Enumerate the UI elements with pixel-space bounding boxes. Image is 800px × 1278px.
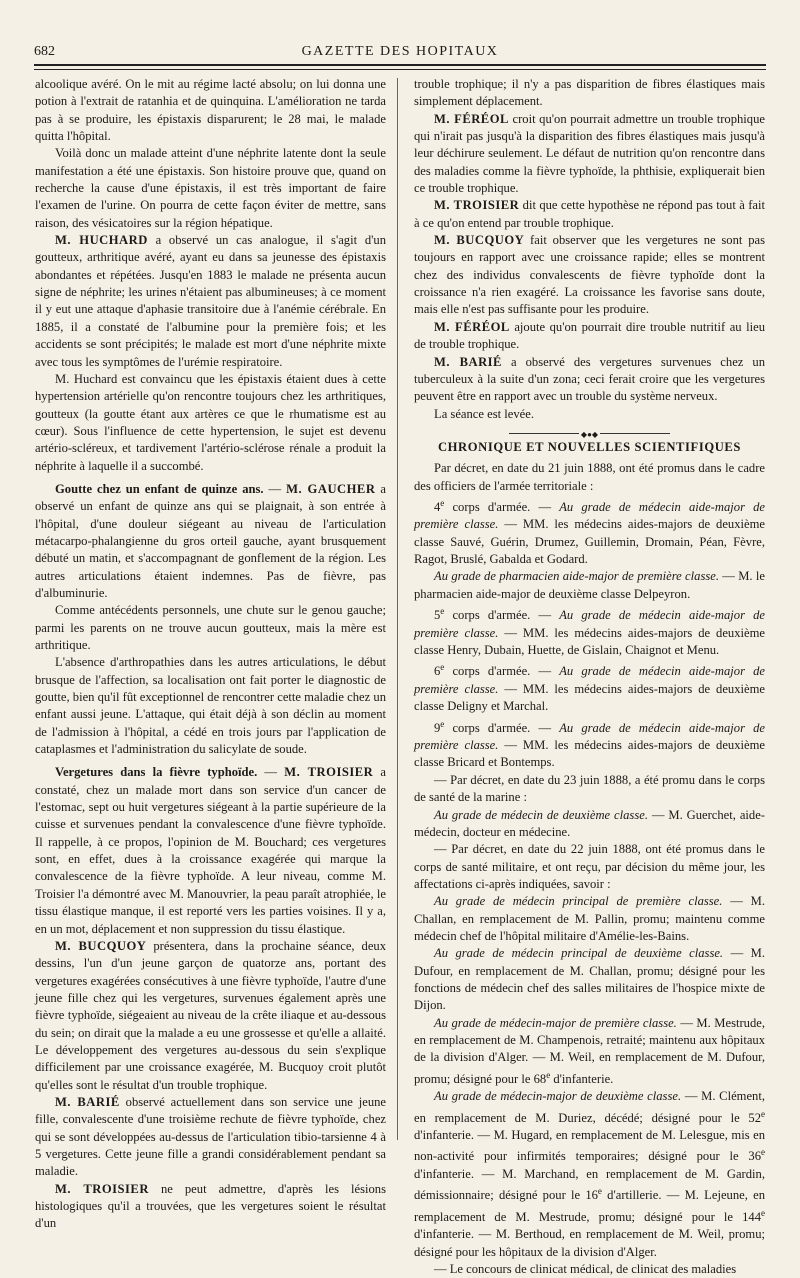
speaker-name: M. TROISIER bbox=[284, 765, 374, 780]
paragraph bbox=[35, 232, 386, 371]
text-run: a observé un enfant de quinze ans qui se plaignait, à son entrée à l'hôpital, d'une douleur siégeant au niveau de l'articulation métacarpo-phalangienne du gros orteil gauche, ayant brusquement débuté un matin, et s'accompagnant de gonflement de la région. Les autres articulations étaient indemnes. Pas de fièvre, pas d'albuminurie. bbox=[35, 481, 386, 600]
speaker-name: M. FÉRÉOL bbox=[434, 111, 509, 126]
text-run: — M. Challan, en remplacement de M. Pallin, promu; maintenu comme médecin chef de l'hôpital militaire d'Amélie-les-Bains. bbox=[414, 894, 765, 943]
paragraph bbox=[35, 602, 386, 654]
text-run: — Par décret, en date du 22 juin 1888, ont été promus dans le corps de santé militaire, et ont reçu, par décision du même jour, les affectations ci-après indiquées, savoir : bbox=[414, 842, 765, 891]
text-run: M. Huchard est convaincu que les épistaxis étaient dues à cette hypertension artérielle qu'on rencontre toujours chez les arthritiques, goutteux (la goutte étant aux artères ce que le rhumatisme est au cœur). Sous l'influence de cette hypertension, le sujet est devenu artério-scléreux, et tardivement l'artério-sclérose rénale a produit la néphrite à laquelle il a succombé. bbox=[35, 371, 386, 473]
text-run: ne peut admettre, d'après les lésions histologiques qu'il a trouvées, que les vergetures soient le résultat d'un bbox=[35, 1181, 386, 1231]
ordinal-suffix: e bbox=[440, 662, 445, 673]
paragraph bbox=[35, 1181, 386, 1233]
ordinal-suffix: e bbox=[761, 1147, 765, 1158]
paragraph bbox=[414, 659, 765, 715]
header-rule-thin bbox=[34, 69, 766, 70]
text-run: 4 bbox=[434, 500, 441, 515]
paragraph bbox=[35, 481, 386, 602]
paragraph bbox=[414, 111, 765, 198]
text-run: — M. Mestrude, en remplacement de M. Champenois, retraité; maintenu aux hôpitaux de la division d'Alger. — M. Weil, en remplacement de M. Dufour, promu; désigné pour le 68 bbox=[414, 1015, 765, 1086]
text-run: trouble trophique; il n'y a pas disparition de fibres élastiques mais simplement déplacement. bbox=[414, 77, 765, 109]
text-run: a observé des vergetures survenues chez un tuberculeux à la suite d'un zona; ceci ferait croire que les vergetures peuvent être en rapport avec un trouble du système nerveux. bbox=[414, 354, 765, 404]
text-run: fait observer que les vergetures ne sont pas toujours en rapport avec une croissance rapide; elles se montrent chez des individus convalescents de fièvre typhoïde dont la croissance n'a rien exagéré. La croissance les favorise sans doute, mais elle n'est pas suffisante pour les produire. bbox=[414, 233, 765, 317]
text-run: corps d'armée. — bbox=[444, 664, 560, 679]
ordinal-suffix: e bbox=[761, 1207, 765, 1218]
paragraph bbox=[414, 232, 765, 319]
paragraph bbox=[414, 354, 765, 406]
text-run: Comme antécédents personnels, une chute sur le genou gauche; parmi les parents on ne trouve aucun goutteux, mais la mère est arthritique. bbox=[35, 603, 386, 652]
text-run: — M. Guerchet, aide-médecin, docteur en médecine. bbox=[414, 807, 765, 839]
section-heading: CHRONIQUE ET NOUVELLES SCIENTIFIQUES bbox=[437, 439, 742, 454]
paragraph bbox=[35, 145, 386, 232]
running-title: GAZETTE DES HOPITAUX bbox=[301, 44, 499, 59]
ordinal-suffix: e bbox=[761, 1108, 765, 1119]
paragraph bbox=[35, 1094, 386, 1181]
text-run: a constaté, chez un malade mort dans son service d'un cancer de l'estomac, sept ou huit vergetures siégeant à la partie supérieure de la cuisse et survenues pendant la convalescence d'une fièvre typhoïde. Il rappelle, à ce propos, l'opinion de M. Bouchard; ces vergetures sont, en effet, dues à la croissance exagérée qui marque la convalescence de la fièvre typhoïde. A leur niveau, comme M. Troisier l'a démontré avec M. Manouvrier, la peau paraît atrophiée, le tissu élastique manque, il est reporté vers les parties voisines. Il y a, en un mot, déplacement et non suppression du tissu élastique. bbox=[35, 765, 386, 936]
text-run: alcoolique avéré. On le mit au régime lacté absolu; on lui donna une potion à l'extrait de ratanhia et de quinquina. L'amélioration ne tarda pas à se produire, les épistaxis disparurent; le 28 mai, le malade quitta l'hôpital. bbox=[35, 77, 386, 144]
italic-text: Au grade de médecin aide-major de première classe. bbox=[414, 500, 765, 532]
text-run: croit qu'on pourrait admettre un trouble trophique qui n'irait pas jusqu'à la disparition des fibres élastiques mais jusqu'à leur déchirure seulement. Le défaut de nutrition qu'on rencontre dans des maladies comme la fièvre typhoïde, la phthisie, expliquerait bien ce trouble trophique. bbox=[414, 111, 765, 196]
text-run: La séance est levée. bbox=[434, 406, 534, 421]
italic-text: Au grade de médecin principal de deuxième classe. bbox=[434, 946, 724, 961]
italic-text: Au grade de médecin aide-major de première classe. bbox=[414, 608, 765, 640]
paragraph bbox=[414, 807, 765, 842]
text-run: d'infanterie. — M. Hugard, en remplacement de M. Lelesgue, mis en non-activité pour infirmités temporaires; désigné pour le 36 bbox=[414, 1128, 765, 1164]
header-rule-thick bbox=[34, 64, 766, 66]
text-run: — MM. les médecins aides-majors de deuxième classe Bricard et Bontemps. bbox=[414, 738, 765, 770]
paragraph bbox=[414, 1015, 765, 1089]
text-run: d'artillerie. — M. Lejeune, en remplacement de M. Mestrude, promu; désigné pour le 144 bbox=[414, 1188, 765, 1224]
left-column bbox=[35, 76, 386, 1233]
ordinal-suffix: e bbox=[597, 1186, 602, 1197]
speaker-name: M. BUCQUOY bbox=[55, 938, 147, 953]
right-column bbox=[414, 76, 765, 1278]
text-run: corps d'armée. — bbox=[444, 720, 560, 735]
italic-text: Au grade de médecin de deuxième classe. bbox=[434, 807, 648, 822]
text-run: 9 bbox=[434, 720, 441, 735]
text-run: présentera, dans la prochaine séance, deux dessins, l'un d'un jeune garçon de quatorze ans, portant des vergetures exagérées consécutives à une fièvre typhoïde, l'autre d'une jeune fille chez qui les vergetures, survenues également après une fièvre typhoïde, siégeaient au niveau de la crête iliaque et au-dessous du sein; on dirait que la malade a eu une grossesse et qu'elle a allaité. Le développement des vergetures au-dessous du sein s'explique difficilement par une croissance exagérée, M. Bucquoy croit plutôt qu'elles sont le résultat d'un trouble trophique. bbox=[35, 938, 386, 1092]
paragraph bbox=[35, 938, 386, 1094]
paragraph bbox=[414, 197, 765, 232]
paragraph bbox=[414, 76, 765, 111]
text-run: corps d'armée. — bbox=[444, 500, 560, 515]
speaker-name: M. FÉRÉOL bbox=[434, 319, 510, 334]
text-run: — M. Clément, en remplacement de M. Duriez, décédé; désigné pour le 52 bbox=[414, 1089, 765, 1125]
paragraph bbox=[414, 460, 765, 495]
italic-text: Au grade de médecin aide-major de première classe. bbox=[414, 664, 765, 696]
paragraph bbox=[35, 764, 386, 937]
italic-text: Au grade de médecin aide-major de première classe. bbox=[414, 720, 765, 753]
text-run: ajoute qu'on pourrait dire trouble nutritif au lieu de trouble trophique. bbox=[414, 319, 765, 352]
text-run: — bbox=[257, 765, 285, 780]
text-run: 5 bbox=[434, 608, 441, 623]
paragraph bbox=[35, 76, 386, 145]
ordinal-suffix: e bbox=[440, 718, 445, 729]
ordinal-suffix: e bbox=[440, 606, 445, 617]
paragraph bbox=[414, 603, 765, 659]
paragraph bbox=[414, 716, 765, 772]
ordinal-suffix: e bbox=[546, 1069, 551, 1080]
text-run: 6 bbox=[434, 664, 441, 679]
italic-text: Au grade de médecin-major de première classe. bbox=[434, 1015, 677, 1030]
text-run: corps d'armée. — bbox=[444, 608, 560, 623]
text-run: d'infanterie. — M. Berthoud, en remplacement de M. Weil, promu; désigné pour les hôpitaux de la division d'Alger. bbox=[414, 1227, 765, 1259]
paragraph bbox=[414, 772, 765, 807]
text-run: observé actuellement dans son service une jeune fille, convalescente d'une troisième rechute de fièvre typhoïde, chez qui se sont développées au-dessus de l'articulation tibio-tarsienne 4 à 5 vergetures. Cette jeune fille a grandi considérablement pendant sa maladie. bbox=[35, 1094, 387, 1179]
paragraph bbox=[414, 945, 765, 1014]
speaker-name: M. HUCHARD bbox=[55, 233, 148, 248]
text-run: Voilà donc un malade atteint d'une néphrite latente dont la seule manifestation a été une épistaxis. Son histoire prouve que, quand on recherche la cause d'une épistaxis, il est très important de faire l'examen de l'urine. On pourra de cette façon éviter de mettre, sans raison, des vésicatoires sur la région hépatique. bbox=[35, 146, 386, 230]
italic-text: Au grade de médecin-major de deuxième classe. bbox=[434, 1089, 682, 1104]
column-divider bbox=[397, 78, 398, 1140]
text-run: d'infanterie. — M. Marchand, en remplacement de M. Gardin, démissionnaire; désigné pour le 16 bbox=[414, 1166, 765, 1203]
paragraph-heading: Vergetures dans la fièvre typhoïde. bbox=[55, 765, 258, 780]
paragraph bbox=[414, 495, 765, 569]
paragraph bbox=[414, 1261, 765, 1278]
page-header bbox=[34, 44, 766, 64]
paragraph bbox=[414, 568, 765, 603]
text-run: — M. Dufour, en remplacement de M. Challan, promu; désigné pour les fonctions de médecin chef des salles militaires de l'hospice mixte de Dijon. bbox=[414, 946, 765, 1013]
text-run: d'infanterie. bbox=[550, 1071, 614, 1086]
italic-text: Au grade de médecin principal de première classe. bbox=[434, 894, 723, 909]
text-run: — Le concours de clinicat médical, de clinicat des maladies bbox=[434, 1262, 737, 1277]
paragraph bbox=[35, 654, 386, 758]
speaker-name: M. TROISIER bbox=[55, 1181, 149, 1196]
text-run: — Par décret, en date du 23 juin 1888, a été promu dans le corps de santé de la marine : bbox=[414, 772, 765, 805]
text-run: dit que cette hypothèse ne répond pas tout à fait à ce qu'on entend par trouble trophique. bbox=[414, 198, 765, 230]
text-run: Par décret, en date du 21 juin 1888, ont été promus dans le cadre des officiers de l'armée territoriale : bbox=[414, 461, 765, 493]
text-run: — MM. les médecins aides-majors de deuxième classe Sauvé, Guérin, Drumez, Guillemin, Dromain, Péan, Fèvre, Ragot, Bruslé, Gabalda et Godard. bbox=[414, 517, 765, 567]
text-run: — MM. les médecins aides-majors de deuxième classe Henry, Dubain, Huette, de Gislain, Chaignot et Menu. bbox=[414, 625, 765, 658]
text-run: — M. le pharmacien aide-major de deuxième classe Delpeyron. bbox=[414, 569, 765, 601]
page-number: 682 bbox=[34, 44, 55, 59]
ordinal-suffix: e bbox=[440, 497, 445, 508]
paragraph bbox=[414, 893, 765, 945]
paragraph bbox=[35, 371, 386, 475]
speaker-name: M. TROISIER bbox=[434, 198, 520, 213]
paragraph bbox=[414, 319, 765, 354]
italic-text: Au grade de pharmacien aide-major de première classe. bbox=[434, 569, 719, 584]
paragraph bbox=[414, 841, 765, 893]
speaker-name: M. GAUCHER bbox=[286, 481, 376, 496]
speaker-name: M. BARIÉ bbox=[55, 1094, 120, 1109]
text-run: a observé un cas analogue, il s'agit d'un goutteux, arthritique avéré, ayant eu dans sa jeunesse des épistaxis abondantes et répétées. Jusqu'en 1883 le malade ne présenta aucun signe de néphrite; les urines n'étaient pas albumineuses; à ce moment il y eut une attaque d'aphasie transitoire due à l'anémie cérébrale. En 1885, il a constaté de l'albumine pour la première fois; et les accidents se sont précipités; le malade est mort d'une néphrite mixte avec tous les symptômes de l'urémie respiratoire. bbox=[35, 233, 386, 369]
text-run: L'absence d'arthropathies dans les autres articulations, le début brusque de l'affection, sa localisation ont fait porter le diagnostic de goutte, bien qu'il fût exceptionnel de rencontrer cette maladie chez un enfant aussi jeune. L'attaque, qui était déjà à son déclin au moment de l'admission à l'hôpital, a cédé en trois jours par l'application de cataplasmes et l'administration du salicylate de soude. bbox=[35, 655, 386, 757]
paragraph bbox=[414, 1088, 765, 1261]
paragraph-heading: Goutte chez un enfant de quinze ans. bbox=[55, 481, 264, 496]
section-ornament: ◆●◆ bbox=[414, 425, 765, 433]
paragraph bbox=[414, 406, 765, 423]
speaker-name: M. BARIÉ bbox=[434, 354, 502, 369]
speaker-name: M. BUCQUOY bbox=[434, 233, 525, 248]
text-run: — bbox=[263, 481, 287, 496]
text-run: — MM. les médecins aides-majors de deuxième classe Deligny et Marchal. bbox=[414, 681, 765, 714]
